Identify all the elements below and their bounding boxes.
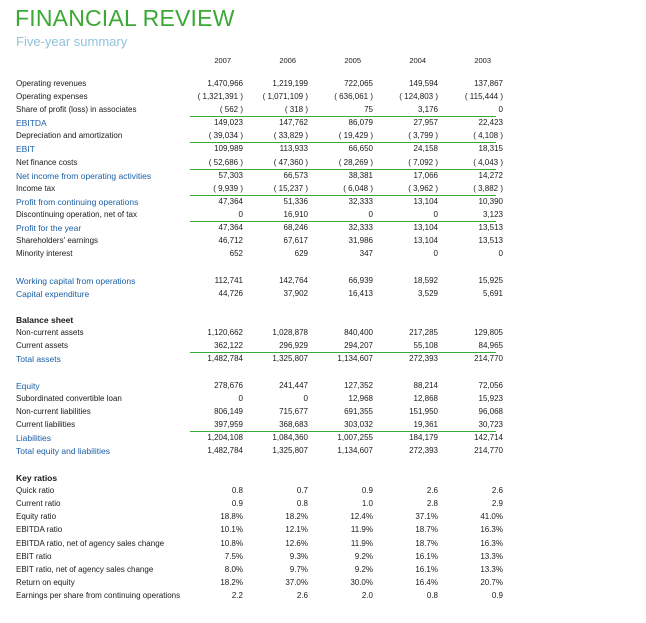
cell-value: 18,592 [413, 276, 438, 285]
cell-value: 142,714 [474, 433, 503, 442]
table-cell [426, 143, 512, 155]
cell-value: 75 [364, 105, 373, 114]
cell-value: 30.0% [350, 578, 373, 587]
cell-value: ( 9,939 ) [213, 184, 243, 193]
cell-value: 16.3% [480, 539, 503, 548]
cell-value: 13,104 [413, 197, 438, 206]
table-cell [426, 235, 512, 247]
table-row [16, 393, 503, 405]
subtotal-rule [190, 352, 496, 353]
cell-value: ( 124,803 ) [399, 92, 438, 101]
row-label: Equity [16, 381, 40, 391]
cell-value: 1,134,607 [337, 354, 373, 363]
cell-value: 0.9 [491, 591, 503, 600]
row-label: Quick ratio [16, 486, 55, 495]
cell-value: ( 3,962 ) [408, 184, 438, 193]
cell-value: 16.1% [415, 565, 438, 574]
subtotal-rule [190, 195, 496, 196]
cell-value: ( 318 ) [284, 105, 308, 114]
cell-value: 66,650 [348, 144, 373, 153]
table-cell [426, 393, 512, 405]
cell-value: 16,910 [283, 210, 308, 219]
cell-value: ( 3,799 ) [408, 131, 438, 140]
cell-value: 129,805 [474, 328, 503, 337]
cell-value: 691,355 [344, 407, 373, 416]
cell-value: 9.2% [354, 552, 373, 561]
cell-value: 214,770 [474, 354, 503, 363]
cell-value: 2.8 [426, 499, 438, 508]
cell-value: 16,413 [348, 289, 373, 298]
table-row [16, 511, 503, 523]
table-row [16, 196, 503, 208]
cell-value: 241,447 [279, 381, 308, 390]
table-cell [426, 577, 512, 589]
cell-value: 27,957 [413, 118, 438, 127]
table-cell [426, 419, 512, 431]
table-row [16, 551, 503, 563]
cell-value: ( 4,043 ) [473, 158, 503, 167]
table-cell [426, 380, 512, 392]
table-row [16, 340, 503, 352]
row-label: EBITDA ratio [16, 525, 63, 534]
cell-value: 18,315 [478, 144, 503, 153]
cell-value: 715,677 [279, 407, 308, 416]
row-label: EBIT [16, 144, 35, 154]
cell-value: 18.7% [415, 539, 438, 548]
subtotal-rule [190, 116, 496, 117]
cell-value: 46,712 [218, 236, 243, 245]
row-label: Key ratios [16, 473, 58, 483]
cell-value: 18.2% [285, 512, 308, 521]
cell-value: 0 [238, 210, 243, 219]
table-row [16, 222, 503, 234]
row-label: Profit for the year [16, 223, 82, 233]
table-row [16, 157, 503, 169]
cell-value: 3,123 [482, 210, 503, 219]
cell-value: 11.9% [350, 525, 373, 534]
cell-value: 15,925 [478, 276, 503, 285]
table-row [16, 183, 503, 195]
table-cell [426, 288, 512, 300]
cell-value: 7.5% [224, 552, 243, 561]
row-label: Total assets [16, 354, 61, 364]
cell-value: 24,158 [413, 144, 438, 153]
row-label: Operating expenses [16, 92, 88, 101]
cell-value: 137,867 [474, 79, 503, 88]
cell-value: 31,986 [348, 236, 373, 245]
table-cell [426, 248, 512, 260]
cell-value: 127,352 [344, 381, 373, 390]
cell-value: 16.4% [415, 578, 438, 587]
row-label: Operating revenues [16, 79, 87, 88]
row-label: Non-current assets [16, 328, 84, 337]
cell-value: 12,868 [413, 394, 438, 403]
table-row [16, 288, 503, 300]
subtotal-rule [190, 431, 496, 432]
cell-value: 32,333 [348, 223, 373, 232]
table-row [16, 327, 503, 339]
cell-value: ( 115,444 ) [464, 92, 503, 101]
cell-value: 13,104 [413, 223, 438, 232]
row-label: Net income from operating activities [16, 171, 152, 181]
cell-value: 1,482,784 [207, 446, 243, 455]
table-cell [426, 432, 512, 444]
table-cell [426, 130, 512, 142]
table-cell [426, 117, 512, 129]
table-cell [426, 538, 512, 550]
row-label: Net finance costs [16, 158, 78, 167]
table-cell [426, 104, 512, 116]
cell-value: 0 [238, 394, 243, 403]
cell-value: ( 52,686 ) [208, 158, 243, 167]
table-row [16, 235, 503, 247]
cell-value: 18.2% [220, 578, 243, 587]
cell-value: 37,902 [283, 289, 308, 298]
subtotal-rule [190, 169, 496, 170]
row-label: Total equity and liabilities [16, 446, 111, 456]
table-row [16, 143, 503, 155]
cell-value: 96,068 [478, 407, 503, 416]
table-cell [426, 353, 512, 365]
cell-value: 0 [303, 394, 308, 403]
table-row [16, 538, 503, 550]
cell-value: 2.0 [361, 591, 373, 600]
cell-value: 0.9 [231, 499, 243, 508]
cell-value: 14,272 [478, 171, 503, 180]
cell-value: ( 28,269 ) [338, 158, 373, 167]
cell-value: 47,364 [218, 197, 243, 206]
cell-value: 272,393 [409, 446, 438, 455]
cell-value: 32,333 [348, 197, 373, 206]
table-row [16, 314, 496, 326]
cell-value: 272,393 [409, 354, 438, 363]
cell-value: 9.3% [289, 552, 308, 561]
cell-value: 1,120,662 [207, 328, 243, 337]
row-label: Share of profit (loss) in associates [16, 105, 137, 114]
table-row [16, 78, 503, 90]
row-label: Non-current liabilities [16, 407, 91, 416]
table-row [16, 406, 503, 418]
cell-value: 109,989 [214, 144, 243, 153]
cell-value: 12.1% [285, 525, 308, 534]
cell-value: 1.0 [361, 499, 373, 508]
cell-value: 397,959 [214, 420, 243, 429]
cell-value: 652 [229, 249, 243, 258]
cell-value: 67,617 [283, 236, 308, 245]
cell-value: 8.0% [224, 565, 243, 574]
table-row [16, 577, 503, 589]
cell-value: 2.6 [491, 486, 503, 495]
cell-value: ( 19,429 ) [338, 131, 373, 140]
year-header: 2004 [409, 56, 426, 65]
row-label: Depreciation and amortization [16, 131, 123, 140]
table-row [16, 445, 503, 457]
cell-value: 44,726 [218, 289, 243, 298]
table-cell [426, 524, 512, 536]
cell-value: 2.6 [426, 486, 438, 495]
table-row [16, 590, 503, 602]
cell-value: ( 562 ) [219, 105, 243, 114]
cell-value: 16.1% [415, 552, 438, 561]
cell-value: 0.8 [296, 499, 308, 508]
row-label: Income tax [16, 184, 56, 193]
cell-value: ( 636,061 ) [334, 92, 373, 101]
cell-value: 11.9% [350, 539, 373, 548]
cell-value: 0 [498, 105, 503, 114]
row-label: EBITDA ratio, net of agency sales change [16, 539, 165, 548]
cell-value: 12,968 [348, 394, 373, 403]
table-row [16, 117, 503, 129]
cell-value: 149,023 [214, 118, 243, 127]
page-title: FINANCIAL REVIEW [15, 5, 235, 31]
cell-value: ( 4,108 ) [473, 131, 503, 140]
page-subtitle: Five-year summary [16, 34, 128, 49]
table-row [16, 209, 503, 221]
row-label: EBIT ratio, net of agency sales change [16, 565, 154, 574]
row-label: Current liabilities [16, 420, 76, 429]
cell-value: 1,470,966 [207, 79, 243, 88]
cell-value: 13,104 [413, 236, 438, 245]
row-label: EBITDA [16, 118, 47, 128]
table-row [16, 432, 503, 444]
table-cell [426, 590, 512, 602]
table-row [16, 419, 503, 431]
cell-value: 294,207 [344, 341, 373, 350]
cell-value: 1,134,607 [337, 446, 373, 455]
cell-value: 18.8% [220, 512, 243, 521]
cell-value: 2.9 [491, 499, 503, 508]
cell-value: 16.3% [480, 525, 503, 534]
cell-value: 13,513 [478, 236, 503, 245]
cell-value: 22,423 [478, 118, 503, 127]
cell-value: 151,950 [409, 407, 438, 416]
cell-value: 55,108 [413, 341, 438, 350]
cell-value: 9.7% [289, 565, 308, 574]
table-row [16, 104, 503, 116]
table-cell [426, 445, 512, 457]
table-row [16, 130, 503, 142]
cell-value: 9.2% [354, 565, 373, 574]
cell-value: ( 39,034 ) [208, 131, 243, 140]
cell-value: 0.7 [296, 486, 308, 495]
cell-value: 66,573 [283, 171, 308, 180]
cell-value: ( 1,071,109 ) [262, 92, 308, 101]
table-cell [426, 340, 512, 352]
row-label: Subordinated convertible loan [16, 394, 122, 403]
cell-value: 217,285 [409, 328, 438, 337]
table-row [16, 485, 503, 497]
cell-value: 0 [433, 249, 438, 258]
table-cell [426, 498, 512, 510]
cell-value: 88,214 [413, 381, 438, 390]
cell-value: 0.9 [361, 486, 373, 495]
cell-value: 2.6 [296, 591, 308, 600]
row-label: Liabilities [16, 433, 51, 443]
cell-value: 147,762 [279, 118, 308, 127]
table-cell [426, 222, 512, 234]
year-header: 2006 [279, 56, 296, 65]
table-cell [426, 314, 512, 326]
table-row [16, 472, 496, 484]
year-header: 2003 [474, 56, 491, 65]
row-label: Discontinuing operation, net of tax [16, 210, 137, 219]
cell-value: 1,007,255 [337, 433, 373, 442]
cell-value: 66,939 [348, 276, 373, 285]
table-row [16, 353, 503, 365]
row-label: Capital expenditure [16, 289, 90, 299]
year-header: 2007 [214, 56, 231, 65]
cell-value: 722,065 [344, 79, 373, 88]
cell-value: 3,529 [417, 289, 438, 298]
table-row [16, 524, 503, 536]
cell-value: 184,179 [409, 433, 438, 442]
table-row [16, 91, 503, 103]
cell-value: 13.3% [480, 565, 503, 574]
cell-value: 18.7% [415, 525, 438, 534]
table-cell [426, 196, 512, 208]
cell-value: 303,032 [344, 420, 373, 429]
cell-value: 214,770 [474, 446, 503, 455]
cell-value: 13,513 [478, 223, 503, 232]
cell-value: 1,325,807 [272, 354, 308, 363]
cell-value: 0.8 [426, 591, 438, 600]
cell-value: ( 33,829 ) [273, 131, 308, 140]
cell-value: 278,676 [214, 381, 243, 390]
cell-value: 5,691 [482, 289, 503, 298]
row-label: Current assets [16, 341, 69, 350]
cell-value: 51,336 [283, 197, 308, 206]
table-row [16, 380, 503, 392]
cell-value: 1,482,784 [207, 354, 243, 363]
cell-value: 806,149 [214, 407, 243, 416]
cell-value: ( 15,237 ) [273, 184, 308, 193]
cell-value: 3,176 [417, 105, 438, 114]
cell-value: 30,723 [478, 420, 503, 429]
cell-value: 149,594 [409, 79, 438, 88]
table-row [16, 275, 503, 287]
table-cell [426, 511, 512, 523]
cell-value: 20.7% [480, 578, 503, 587]
row-label: Profit from continuing operations [16, 197, 139, 207]
table-cell [426, 78, 512, 90]
cell-value: 10.8% [220, 539, 243, 548]
row-label: Minority interest [16, 249, 73, 258]
cell-value: 0 [368, 210, 373, 219]
cell-value: 112,741 [214, 276, 243, 285]
cell-value: 1,028,878 [272, 328, 308, 337]
table-row [16, 564, 503, 576]
cell-value: 72,056 [478, 381, 503, 390]
table-cell [426, 551, 512, 563]
table-cell [426, 485, 512, 497]
cell-value: 84,965 [478, 341, 503, 350]
cell-value: 12.4% [350, 512, 373, 521]
cell-value: ( 7,092 ) [408, 158, 438, 167]
cell-value: 13.3% [480, 552, 503, 561]
cell-value: 1,204,108 [207, 433, 243, 442]
cell-value: 37.1% [415, 512, 438, 521]
table-cell [426, 170, 512, 182]
cell-value: 15,923 [478, 394, 503, 403]
cell-value: 17,066 [413, 171, 438, 180]
cell-value: 0.8 [231, 486, 243, 495]
table-cell [426, 406, 512, 418]
cell-value: 68,246 [283, 223, 308, 232]
row-label: EBIT ratio [16, 552, 52, 561]
row-label: Earnings per share from continuing operations [16, 591, 181, 600]
row-label: Working capital from operations [16, 276, 136, 286]
table-cell [426, 327, 512, 339]
row-label: Equity ratio [16, 512, 57, 521]
cell-value: 10.1% [220, 525, 243, 534]
table-row [16, 248, 503, 260]
cell-value: 0 [433, 210, 438, 219]
subtotal-rule [190, 142, 496, 143]
cell-value: ( 3,882 ) [473, 184, 503, 193]
row-label: Shareholders' earnings [16, 236, 99, 245]
cell-value: 86,079 [348, 118, 373, 127]
year-header: 2005 [344, 56, 361, 65]
table-cell [426, 183, 512, 195]
cell-value: 1,084,360 [272, 433, 308, 442]
cell-value: 296,929 [279, 341, 308, 350]
cell-value: 47,364 [218, 223, 243, 232]
cell-value: ( 1,321,391 ) [197, 92, 243, 101]
row-label: Current ratio [16, 499, 61, 508]
cell-value: 0 [498, 249, 503, 258]
cell-value: 37.0% [285, 578, 308, 587]
cell-value: 142,764 [279, 276, 308, 285]
table-cell [426, 275, 512, 287]
cell-value: 57,303 [218, 171, 243, 180]
cell-value: 1,219,199 [272, 79, 308, 88]
cell-value: 347 [359, 249, 373, 258]
cell-value: ( 6,048 ) [343, 184, 373, 193]
cell-value: 38,381 [348, 171, 373, 180]
cell-value: 1,325,807 [272, 446, 308, 455]
cell-value: 41.0% [480, 512, 503, 521]
table-cell [426, 472, 512, 484]
cell-value: 629 [294, 249, 308, 258]
cell-value: 12.6% [285, 539, 308, 548]
table-cell [426, 209, 512, 221]
row-label: Return on equity [16, 578, 75, 587]
cell-value: 19,361 [413, 420, 438, 429]
cell-value: 840,400 [344, 328, 373, 337]
subtotal-rule [190, 221, 496, 222]
cell-value: 2.2 [231, 591, 243, 600]
cell-value: 368,683 [279, 420, 308, 429]
table-row [16, 170, 503, 182]
table-cell [426, 157, 512, 169]
cell-value: 10,390 [478, 197, 503, 206]
table-cell [426, 564, 512, 576]
table-row [16, 498, 503, 510]
table-cell [426, 91, 512, 103]
cell-value: ( 47,360 ) [273, 158, 308, 167]
row-label: Balance sheet [16, 315, 74, 325]
cell-value: 362,122 [214, 341, 243, 350]
cell-value: 113,933 [279, 144, 308, 153]
